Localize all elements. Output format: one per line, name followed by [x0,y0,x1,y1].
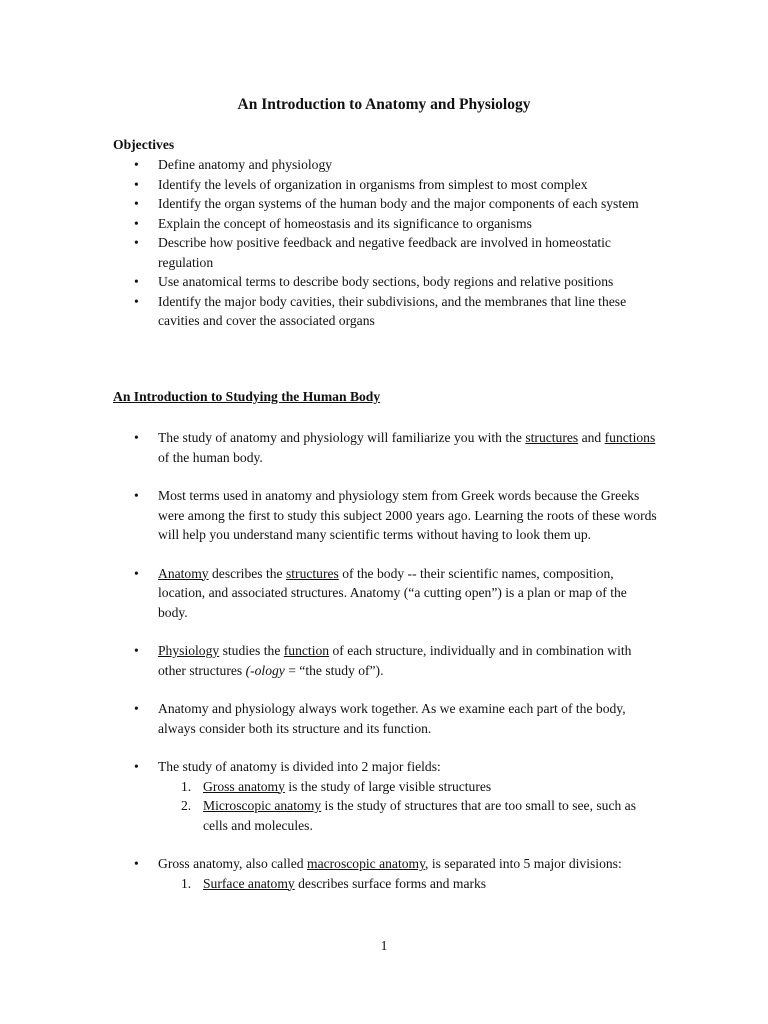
page-number: 1 [380,938,388,953]
text-run: = “the study of”). [284,662,384,678]
underlined-term: Gross anatomy [203,778,285,794]
numbered-item [0,777,663,797]
text-run: of each structure, individually and in combination with other structures [158,643,632,678]
paragraph-anatomy [0,564,658,623]
text-run: and [578,430,605,445]
underlined-term: Surface anatomy [203,875,295,891]
text-run: The study of anatomy and physiology will familiarize you with the [158,430,526,445]
italic-text: (-ology [245,662,285,678]
underlined-term: Physiology [158,643,220,658]
paragraph-physiology [0,641,658,680]
objectives-heading: Objectives [113,137,175,152]
document-title: An Introduction to Anatomy and Physiology [237,96,531,113]
paragraph-work-together: • Anatomy and physiology always work together. As we examine each part of the body, always consider both its structure and its function. [0,699,658,738]
text-run: of the human body. [158,449,263,465]
paragraph-major-fields: • The study of anatomy is divided into 2 major fields: [0,757,658,777]
text-run: is the study of structures that are too small to see, such as cells and molecules. [203,798,637,833]
underlined-term: functions [604,430,656,445]
paragraph-study-intro [0,428,658,467]
text-run: , is separated into 5 major divisions: [425,856,622,871]
objective-item: • Describe how positive feedback and negative feedback are involved in homeostatic regulation [0,233,658,272]
numbered-item [0,796,663,835]
paragraph-greek-terms: • Most terms used in anatomy and physiology stem from Greek words because the Greeks were among the first to study this subject 2000 years ago. Learning the roots of these words will help you understand many scientific terms without having to look them up. [0,486,658,545]
item-number: 1. [181,875,192,891]
text-run: is the study of large visible structures [284,778,492,794]
objectives-list [0,155,768,331]
section-heading: An Introduction to Studying the Human Body [113,389,381,404]
text-run: studies the [219,643,284,658]
underlined-term: Microscopic anatomy [203,798,322,813]
item-number: 2. [181,798,192,813]
text-run: describes surface forms and marks [294,875,487,891]
underlined-term: function [283,643,330,658]
objective-item: • Identify the major body cavities, their subdivisions, and the membranes that line these cavities and cover the associated organs [0,292,658,331]
underlined-term: macroscopic anatomy [307,856,426,871]
underlined-term: Anatomy [158,565,209,581]
underlined-term: structures [525,430,579,445]
text-run: Gross anatomy, also called [158,856,307,871]
objective-item: • Define anatomy and physiology [0,155,658,175]
paragraph-gross-divisions [0,854,658,874]
objective-item: • Identify the levels of organization in organisms from simplest to most complex [0,175,658,195]
item-number: 1. [181,778,192,794]
section-body [0,428,768,893]
objective-item: • Explain the concept of homeostasis and its significance to organisms [0,214,658,234]
text-run: describes the [208,565,286,581]
objective-item: • Identify the organ systems of the human body and the major components of each system [0,194,658,214]
numbered-item [0,874,663,894]
text-run: of the body -- their scientific names, composition, location, and associated structures. Anatomy (“a cutting open”) is a plan or map of the body. [158,565,627,620]
objective-item: • Use anatomical terms to describe body sections, body regions and relative positions [0,272,658,292]
underlined-term: structures [285,565,339,581]
